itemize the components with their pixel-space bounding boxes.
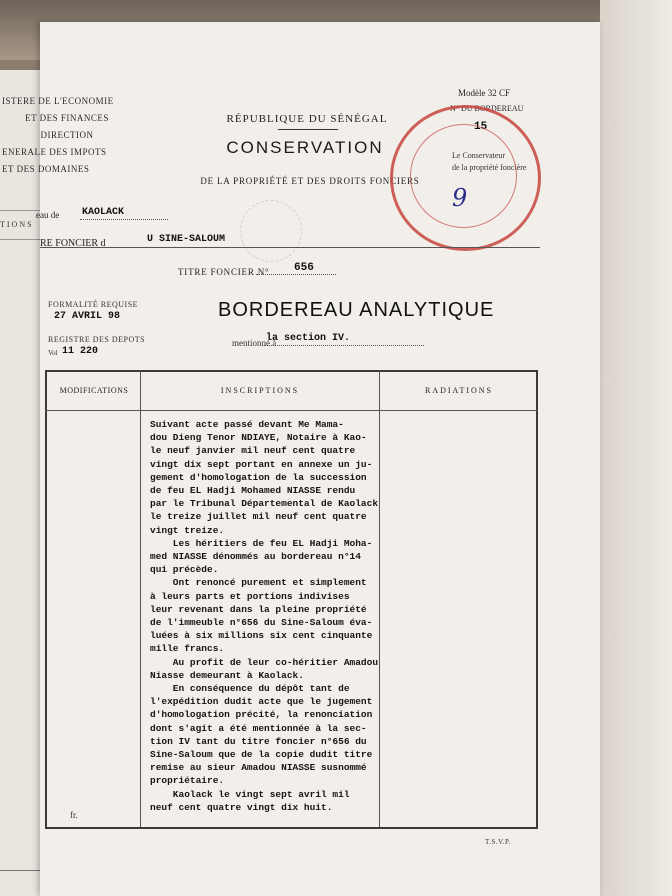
titre-foncier-rule xyxy=(40,247,540,248)
registre-label: REGISTRE DES DEPOTS xyxy=(48,335,146,344)
footer-fr: fr. xyxy=(70,810,78,820)
inscription-line: leur revenant dans la pleine propriété xyxy=(150,603,367,615)
ministry-line-3: DIRECTION xyxy=(40,130,94,140)
inscription-line: de l'immeuble n°656 du Sine-Saloum éva- xyxy=(150,617,373,629)
bureau-value: KAOLACK xyxy=(82,207,125,218)
inscription-line: vingt treize. xyxy=(150,524,225,536)
inscription-line: Sine-Saloum que de la copie dudit titre xyxy=(150,749,373,761)
bordereau-number-value: 15 xyxy=(474,121,488,133)
bureau-rule xyxy=(80,219,168,220)
inscription-line: le neuf janvier mil neuf cent quatre xyxy=(150,445,356,457)
titre-foncier-value: U SINE-SALOUM xyxy=(147,234,226,245)
inscription-line: dou Dieng Tenor NDIAYE, Notaire à Kao- xyxy=(150,432,367,444)
inscription-line: Les héritiers de feu EL Hadji Moha- xyxy=(150,537,373,549)
inscription-text xyxy=(150,418,378,814)
inscription-line: Niasse demeurant à Kaolack. xyxy=(150,669,304,681)
inscription-line: Suivant acte passé devant Me Mama- xyxy=(150,419,344,430)
modele-label: Modèle 32 CF xyxy=(458,88,511,98)
mentionne-value: la section IV. xyxy=(266,333,351,344)
signature-mark: 9 xyxy=(452,184,468,212)
republic-title: RÉPUBLIQUE DU SÉNÉGAL xyxy=(226,113,388,125)
footer-tsvp: T.S.V.P. xyxy=(485,838,511,846)
table-divider-2 xyxy=(379,370,380,827)
republic-rule xyxy=(278,129,338,130)
conservateur-line-2: de la propriété foncière xyxy=(452,163,527,172)
inscription-line: d'homologation précité, la renonciation xyxy=(150,709,373,721)
mentionne-label: mentionné à xyxy=(232,338,277,348)
ministry-line-1: ISTERE DE L'ECONOMIE xyxy=(2,96,114,106)
bureau-label: eau de xyxy=(36,210,60,220)
inscription-line: l'expédition dudit acte que le jugement xyxy=(150,696,373,708)
faint-seal-watermark xyxy=(240,200,302,262)
inscription-line: qui précède. xyxy=(150,564,219,576)
inscription-line: vingt dix sept portant en annexe un ju- xyxy=(150,458,373,470)
inscription-line: Kaolack le vingt sept avril mil xyxy=(150,788,350,800)
official-stamp-inner-ring xyxy=(410,124,517,228)
titre-value: 656 xyxy=(294,262,314,274)
inscription-line: remise au sieur Amadou NIASSE susnommé xyxy=(150,762,367,774)
inscription-line: mille francs. xyxy=(150,643,225,655)
vol-label: Vol xyxy=(48,349,58,357)
ministry-block xyxy=(2,93,132,178)
column-header-radiations: RADIATIONS xyxy=(425,386,493,395)
titre-label: TITRE FONCIER N° xyxy=(178,267,270,277)
inscription-line: neuf cent quatre vingt dix huit. xyxy=(150,801,333,813)
inscription-line: tion IV tant du titre foncier n°656 du xyxy=(150,735,367,747)
right-margin-paper xyxy=(600,0,672,896)
propriete-subtitle: DE LA PROPRIÉTÉ ET DES DROITS FONCIERS xyxy=(200,176,420,186)
inscription-line: à leurs parts et portions indivises xyxy=(150,590,350,602)
mentionne-rule xyxy=(264,345,424,346)
inscription-line: med NIASSE dénommés au bordereau n°14 xyxy=(150,551,361,563)
bordereau-number-label: N° DU BORDEREAU xyxy=(450,104,524,113)
conservateur-line-1: Le Conservateur xyxy=(452,151,506,160)
inscription-line: par le Tribunal Départemental de Kaolack xyxy=(150,498,379,510)
underlying-page-strip: TIONS xyxy=(0,210,48,240)
column-header-inscriptions: INSCRIPTIONS xyxy=(220,386,300,395)
titre-foncier-label: RE FONCIER d xyxy=(40,238,106,249)
ministry-line-2: ET DES FINANCES xyxy=(25,113,109,123)
inscription-line: le treize juillet mil neuf cent quatre xyxy=(150,511,367,523)
ministry-line-5: ET DES DOMAINES xyxy=(2,164,90,174)
table-header-rule xyxy=(45,410,538,411)
inscription-line: En conséquence du dépôt tant de xyxy=(150,683,350,695)
inscription-line: propriétaire. xyxy=(150,775,225,787)
inscription-line: Ont renoncé purement et simplement xyxy=(150,577,367,589)
formalite-label: FORMALITÉ REQUISE xyxy=(48,300,139,309)
column-header-modifications: MODIFICATIONS xyxy=(59,386,129,395)
titre-rule xyxy=(256,274,336,275)
inscription-line: dont s'agit a été mentionnée à la sec- xyxy=(150,722,367,734)
bordereau-title: BORDEREAU ANALYTIQUE xyxy=(218,299,495,321)
inscription-line: de feu EL Hadji Mohamed NIASSE rendu xyxy=(150,485,356,497)
formalite-value: 27 AVRIL 98 xyxy=(54,311,121,322)
conservation-title: CONSERVATION xyxy=(226,138,384,157)
table-divider-1 xyxy=(140,370,141,827)
inscription-line: Au profit de leur co-héritier Amadou xyxy=(150,656,379,668)
ministry-line-4: ENERALE DES IMPOTS xyxy=(2,147,107,157)
inscription-line: gement d'homologation de la succession xyxy=(150,471,367,483)
inscription-line: luées à six millions six cent cinquante xyxy=(150,630,373,642)
registre-value: 11 220 xyxy=(62,346,99,357)
